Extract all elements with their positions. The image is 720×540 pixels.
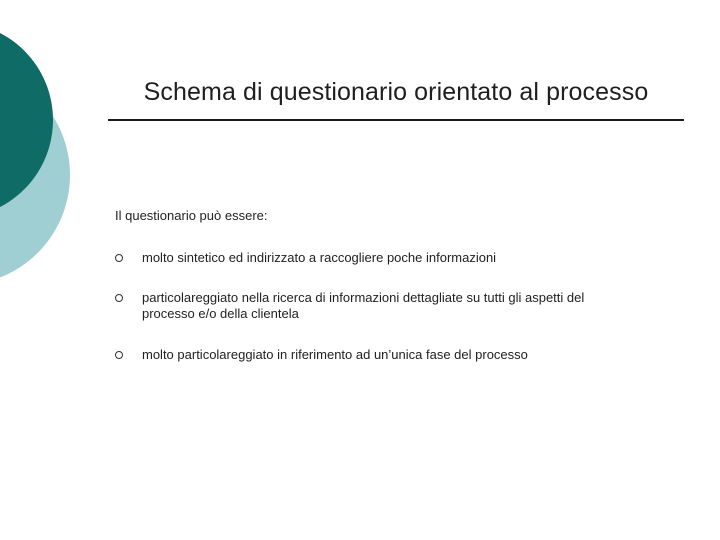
- title-divider: [108, 119, 684, 121]
- hollow-circle-bullet-icon: [115, 294, 123, 302]
- list-item-text: particolareggiato nella ricerca di informazioni dettagliate su tutti gli aspetti del processo e/o della clientela: [142, 290, 585, 321]
- list-item-text: molto particolareggiato in riferimento ad un’unica fase del processo: [142, 347, 528, 362]
- decorative-circles: [0, 0, 120, 320]
- list-item-text: molto sintetico ed indirizzato a raccogliere poche informazioni: [142, 250, 497, 265]
- hollow-circle-bullet-icon: [115, 254, 123, 262]
- intro-text: Il questionario può essere:: [115, 208, 268, 223]
- hollow-circle-bullet-icon: [115, 351, 123, 359]
- slide-title: Schema di questionario orientato al processo: [143, 78, 649, 106]
